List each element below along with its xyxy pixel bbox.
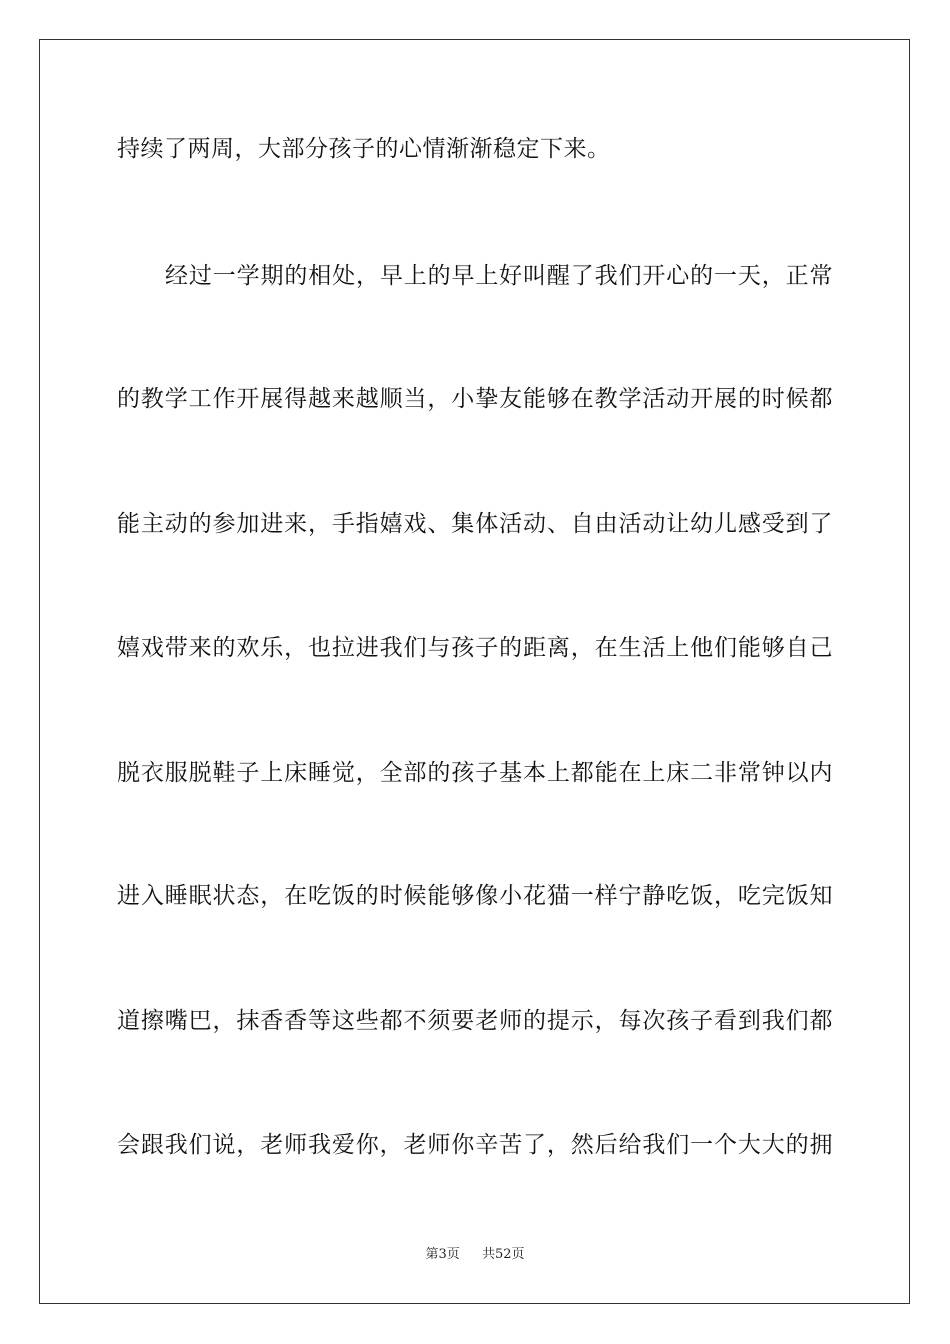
text-line: 会跟我们说，老师我爱你，老师你辛苦了，然后给我们一个大大的拥	[117, 1132, 833, 1158]
text-line: 嬉戏带来的欢乐，也拉进我们与孩子的距离，在生活上他们能够自己	[117, 635, 833, 661]
page-footer	[0, 1246, 950, 1264]
text-line: 的教学工作开展得越来越顺当，小挚友能够在教学活动开展的时候都	[117, 386, 833, 412]
page-number: 第3页	[425, 1247, 460, 1262]
text-line: 进入睡眠状态，在吃饭的时候能够像小花猫一样宁静吃饭，吃完饭知	[117, 883, 833, 909]
page-border	[39, 39, 910, 1304]
paragraph-first-line: 经过一学期的相处，早上的早上好叫醒了我们开心的一天，正常	[165, 263, 833, 289]
page-total: 共52页	[482, 1247, 525, 1262]
text-line: 脱衣服脱鞋子上床睡觉，全部的孩子基本上都能在上床二非常钟以内	[117, 760, 833, 786]
text-line: 持续了两周，大部分孩子的心情渐渐稳定下来。	[117, 136, 611, 162]
text-line: 能主动的参加进来，手指嬉戏、集体活动、自由活动让幼儿感受到了	[117, 511, 833, 537]
text-line: 道擦嘴巴，抹香香等这些都不须要老师的提示，每次孩子看到我们都	[117, 1008, 833, 1034]
